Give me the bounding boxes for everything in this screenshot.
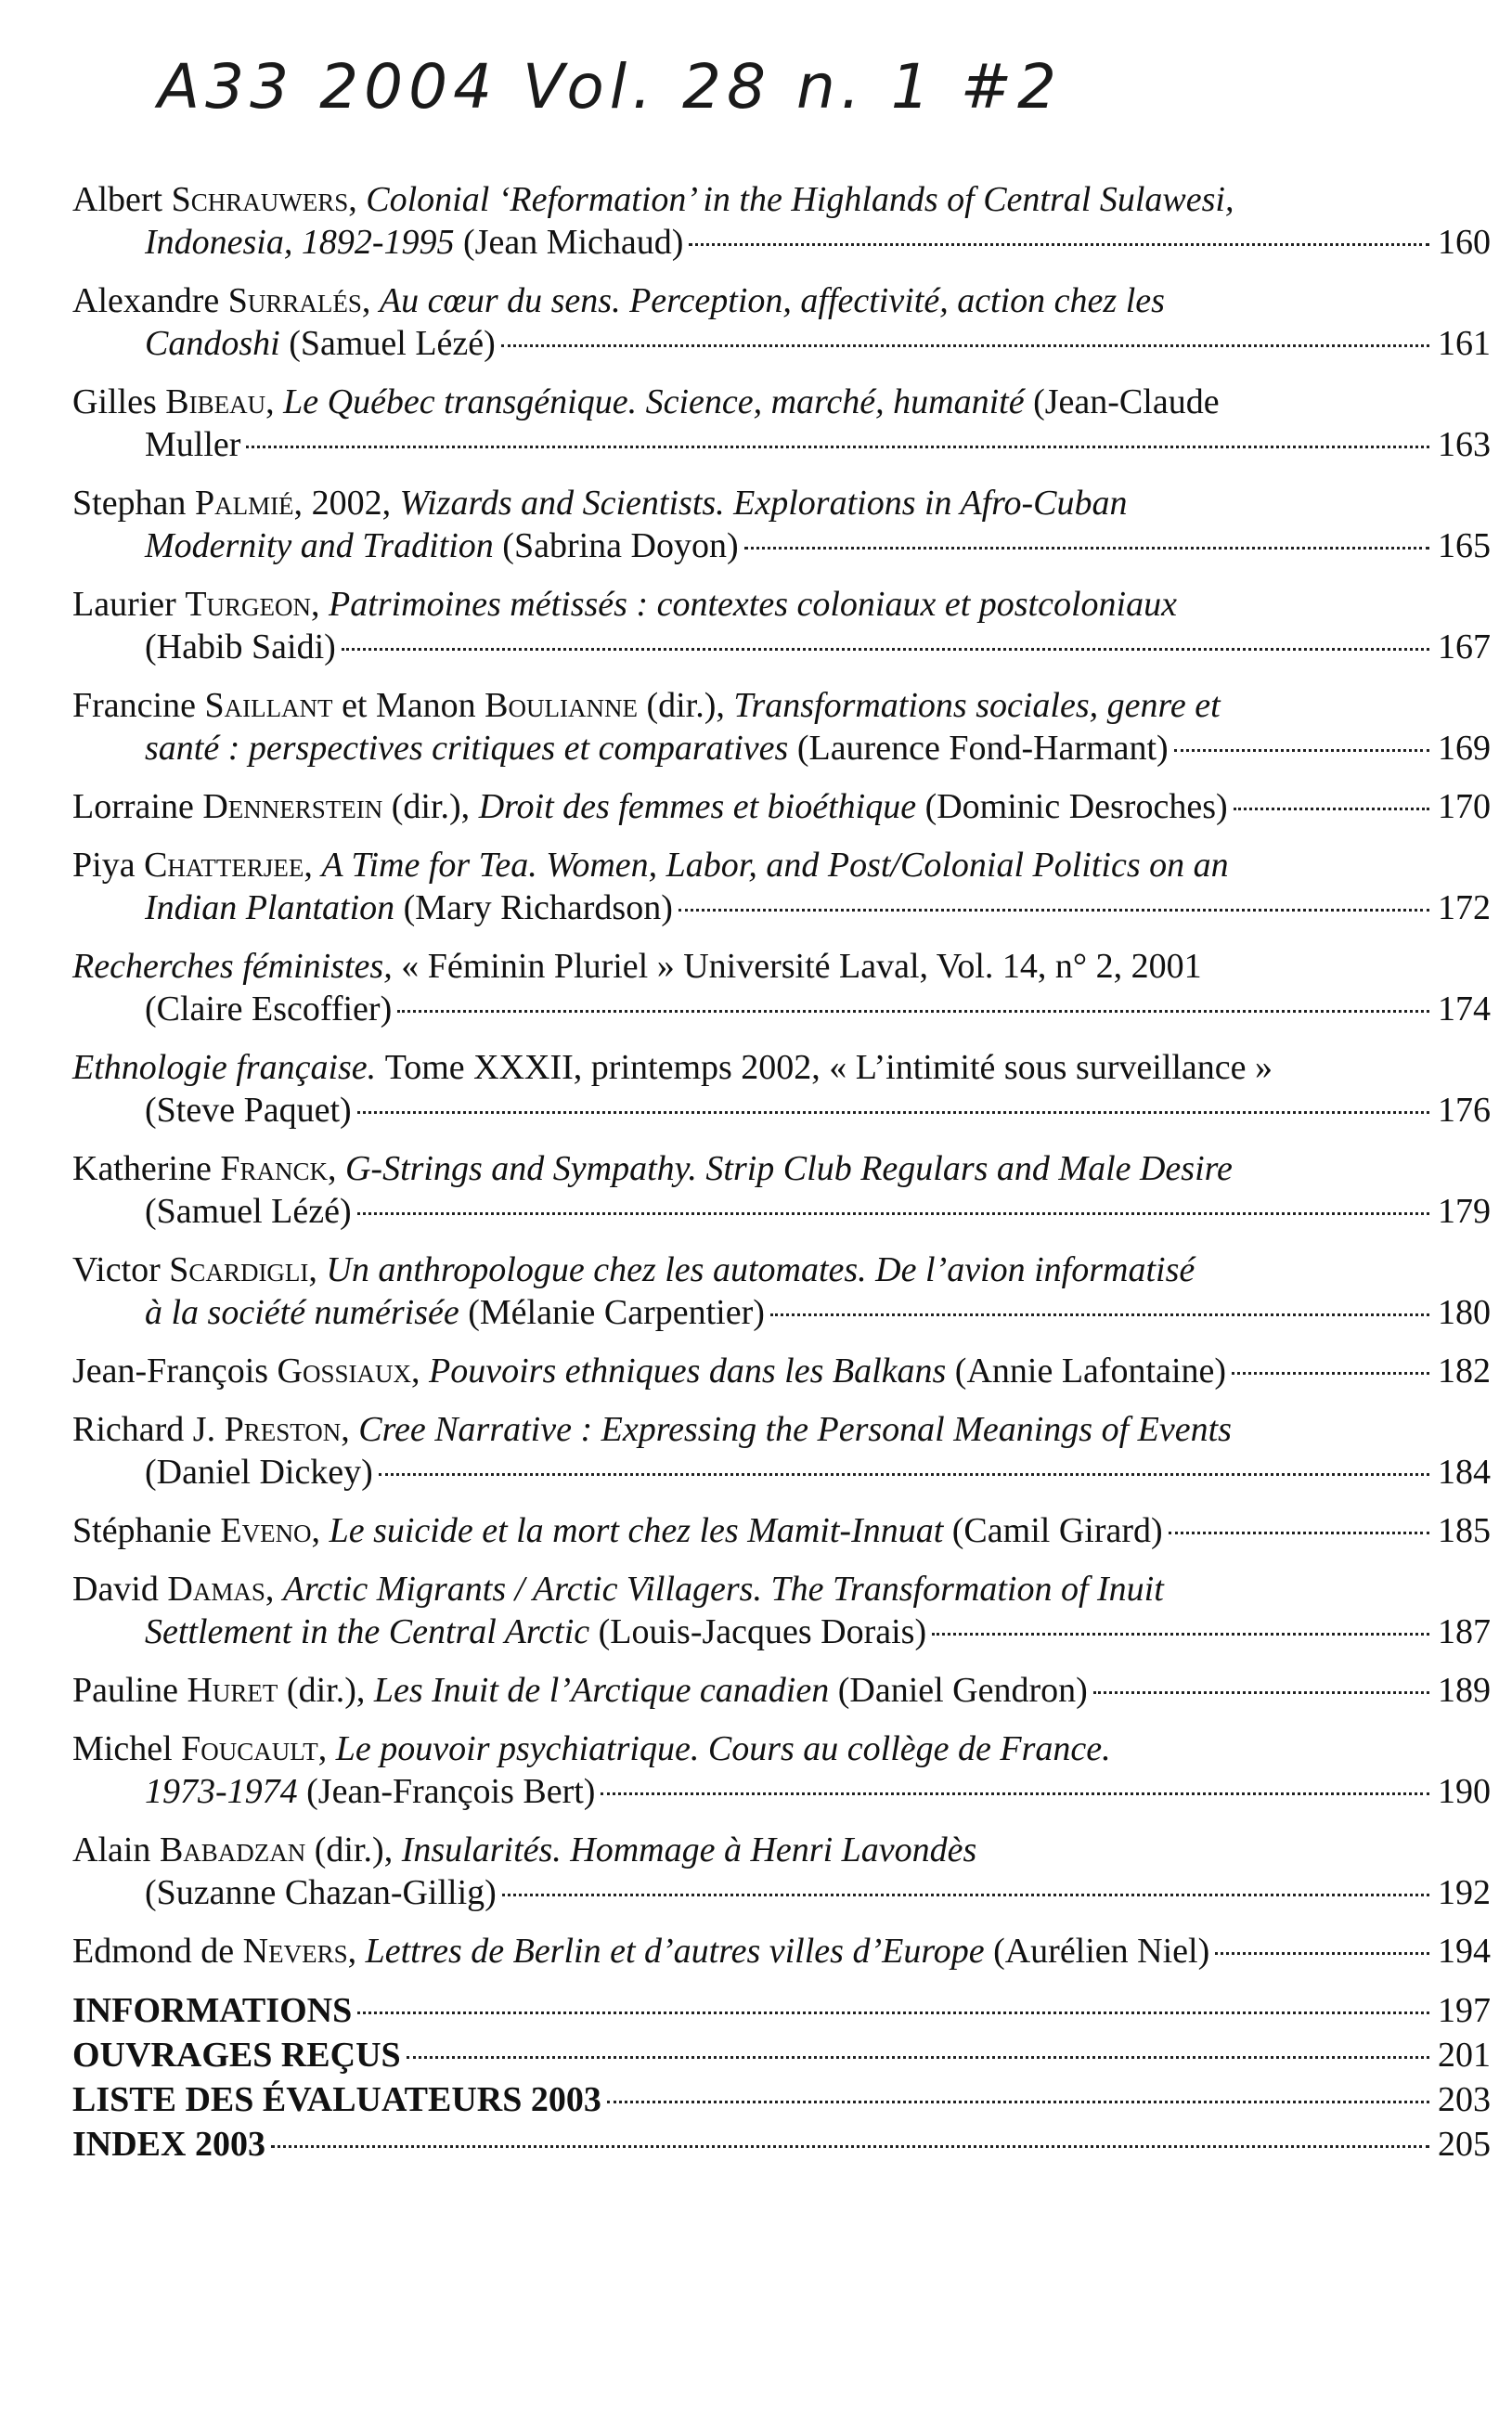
leader-dots — [342, 648, 1429, 651]
entry-author-first: Francine — [72, 686, 196, 725]
entry-reviewer: (Aurélien Niel) — [993, 1932, 1210, 1971]
entry-author-surname: Turgeon, — [185, 585, 320, 624]
toc-entry — [72, 1147, 1491, 1233]
entry-reviewer: (Daniel Dickey) — [145, 1453, 373, 1492]
entry-author-surname: Nevers, — [242, 1932, 357, 1971]
leader-dots — [246, 446, 1429, 448]
entry-author-first: Pauline — [72, 1671, 178, 1710]
toc-entry — [72, 279, 1491, 365]
entry-reviewer: (Mélanie Carpentier) — [468, 1293, 765, 1332]
leader-dots — [1215, 1952, 1429, 1955]
entry-author-surname: Chatterjee, — [144, 846, 313, 885]
leader-dots — [501, 344, 1429, 347]
entry-journal-title: Recherches féministes, — [72, 947, 393, 986]
entry-author-surname: Schrauwers, — [171, 180, 357, 219]
handwritten-annotation: A33 2004 Vol. 28 n. 1 #2 — [158, 51, 1063, 123]
entry-reviewer: (Samuel Lézé) — [145, 1192, 352, 1231]
entry-author-surname: Preston, — [224, 1410, 350, 1449]
entry-page-number: 172 — [1438, 888, 1491, 927]
leader-dots — [357, 1212, 1429, 1215]
entry-author-first: Katherine — [72, 1149, 212, 1188]
entry-title: Le pouvoir psychiatrique. Cours au collège de France. — [335, 1729, 1111, 1768]
toc-entry — [72, 381, 1491, 466]
entry-title: Transformations sociales, genre et — [733, 686, 1221, 725]
entry-page-number: 161 — [1438, 324, 1491, 363]
entry-title: Le Québec transgénique. Science, marché, humanité — [283, 382, 1025, 421]
entry-reviewer: (Mary Richardson) — [403, 888, 673, 927]
entry-author-first: Jean-François — [72, 1352, 269, 1391]
section-label: LISTE DES ÉVALUATEURS 2003 — [72, 2080, 601, 2119]
leader-dots — [502, 1894, 1429, 1896]
leader-dots — [1169, 1532, 1429, 1534]
entry-author-first: Piya — [72, 846, 136, 885]
entry-reviewer: (Daniel Gendron) — [837, 1671, 1088, 1710]
leader-dots — [1174, 749, 1429, 752]
section-label: INDEX 2003 — [72, 2125, 265, 2164]
toc-entry — [72, 945, 1491, 1030]
entry-title: Wizards and Scientists. Explorations in Afro-Cuban — [399, 484, 1128, 523]
entry-editor-mark: (dir.), — [286, 1671, 366, 1710]
entry-author-first: Richard J. — [72, 1410, 216, 1449]
entry-title: Arctic Migrants / Arctic Villagers. The Transformation of Inuit — [282, 1570, 1164, 1609]
section-label: OUVRAGES REÇUS — [72, 2036, 401, 2075]
entry-issue-info: « Féminin Pluriel » Université Laval, Vol. 14, n° 2, 2001 — [401, 947, 1202, 986]
entry-page-number: 160 — [1438, 223, 1491, 262]
entry-page-number: 165 — [1438, 526, 1491, 565]
leader-dots — [379, 1473, 1429, 1476]
entry-title: Colonial ‘Reformation’ in the Highlands of Central Sulawesi, — [366, 180, 1234, 219]
toc-section-evaluateurs — [72, 2077, 1491, 2122]
entry-author-surname: Gossiaux, — [277, 1352, 420, 1391]
toc-entry — [72, 1509, 1491, 1552]
leader-dots — [601, 1792, 1429, 1795]
toc-entry — [72, 1408, 1491, 1494]
entry-author-surname: Franck, — [220, 1149, 337, 1188]
entry-author-surname: Dennerstein — [202, 787, 383, 826]
entry-reviewer: (Annie Lafontaine) — [954, 1352, 1227, 1391]
entry-reviewer: (Jean Michaud) — [463, 223, 684, 262]
entry-title: Patrimoines métissés : contextes coloniaux et postcoloniaux — [329, 585, 1177, 624]
entry-title: Insularités. Hommage à Henri Lavondès — [401, 1830, 977, 1869]
entry-reviewer: (Dominic Desroches) — [924, 787, 1228, 826]
entry-reviewer: (Suzanne Chazan-Gillig) — [145, 1873, 497, 1912]
toc-entry — [72, 482, 1491, 567]
entry-page-number: 185 — [1438, 1511, 1491, 1550]
leader-dots — [397, 1010, 1429, 1013]
leader-dots — [770, 1313, 1429, 1316]
leader-dots — [744, 547, 1429, 550]
entry-reviewer: (Sabrina Doyon) — [502, 526, 739, 565]
entry-author-surname: Foucault, — [181, 1729, 328, 1768]
leader-dots — [357, 2012, 1429, 2014]
section-label: INFORMATIONS — [72, 1991, 353, 2030]
leader-dots — [689, 243, 1429, 246]
entry-author-first: Alain — [72, 1830, 151, 1869]
entry-author-surname: Damas, — [167, 1570, 275, 1609]
entry-page-number: 176 — [1438, 1091, 1491, 1130]
entry-author-first: Gilles — [72, 382, 157, 421]
section-page-number: 197 — [1438, 1991, 1491, 2030]
leader-dots — [407, 2056, 1429, 2059]
entry-title: G-Strings and Sympathy. Strip Club Regulars and Male Desire — [344, 1149, 1233, 1188]
entry-author-first: Laurier — [72, 585, 176, 624]
entry-author-first: Stéphanie — [72, 1511, 212, 1550]
toc-entry — [72, 1727, 1491, 1813]
toc-entry — [72, 1829, 1491, 1914]
entry-title-cont: Candoshi — [145, 324, 280, 363]
entry-title: Les Inuit de l’Arctique canadien — [373, 1671, 830, 1710]
entry-title: Lettres de Berlin et d’autres villes d’Europe — [365, 1932, 985, 1971]
entry-page-number: 179 — [1438, 1192, 1491, 1231]
toc-entry — [72, 1930, 1491, 1973]
entry-author-surname: Huret — [187, 1671, 278, 1710]
entry-page-number: 184 — [1438, 1453, 1491, 1492]
entry-page-number: 194 — [1438, 1932, 1491, 1971]
entry-author-first: David — [72, 1570, 159, 1609]
entry-title: Cree Narrative : Expressing the Personal Meanings of Events — [358, 1410, 1232, 1449]
entry-author-first: Albert — [72, 180, 163, 219]
section-page-number: 201 — [1438, 2036, 1491, 2075]
entry-page-number: 170 — [1438, 787, 1491, 826]
toc-entry — [72, 1046, 1491, 1132]
entry-page-number: 167 — [1438, 627, 1491, 666]
entry-title-cont: 1973-1974 — [145, 1772, 298, 1811]
entry-author-first: Lorraine — [72, 787, 194, 826]
entry-reviewer: (Steve Paquet) — [145, 1091, 352, 1130]
entry-page-number: 182 — [1438, 1352, 1491, 1391]
entry-author-surname: Saillant — [204, 686, 333, 725]
entry-reviewer: (Jean-François Bert) — [306, 1772, 596, 1811]
toc-section-ouvrages-recus — [72, 2033, 1491, 2077]
entry-page-number: 163 — [1438, 425, 1491, 464]
entry-title: A Time for Tea. Women, Labor, and Post/Colonial Politics on an — [321, 846, 1229, 885]
leader-dots — [357, 1111, 1429, 1114]
leader-dots — [932, 1633, 1429, 1636]
table-of-contents — [72, 178, 1491, 2167]
toc-entry — [72, 1350, 1491, 1392]
entry-author-surname: Bibeau, — [165, 382, 275, 421]
toc-section-index — [72, 2122, 1491, 2167]
entry-issue-info: Tome XXXII, printemps 2002, « L’intimité sous surveillance » — [384, 1048, 1273, 1087]
entry-page-number: 180 — [1438, 1293, 1491, 1332]
entry-page-number: 174 — [1438, 990, 1491, 1028]
entry-page-number: 169 — [1438, 729, 1491, 768]
entry-author-surname: Eveno, — [220, 1511, 321, 1550]
section-page-number: 203 — [1438, 2080, 1491, 2119]
entry-title-cont: Indian Plantation — [145, 888, 395, 927]
entry-author2-surname: Boulianne — [485, 686, 638, 725]
entry-author-surname: Scardigli, — [169, 1250, 317, 1289]
entry-author-first: Edmond de — [72, 1932, 235, 1971]
entry-page-number: 189 — [1438, 1671, 1491, 1710]
entry-title: Au cœur du sens. Perception, affectivité, action chez les — [379, 281, 1165, 320]
entry-editor-mark: (dir.), — [391, 787, 471, 826]
entry-editor-mark: (dir.), — [314, 1830, 394, 1869]
entry-reviewer: (Habib Saidi) — [145, 627, 336, 666]
toc-entry — [72, 785, 1491, 828]
entry-title: Le suicide et la mort chez les Mamit-Innuat — [329, 1511, 944, 1550]
toc-entry — [72, 1669, 1491, 1712]
leader-dots — [271, 2145, 1429, 2148]
entry-title-cont: santé : perspectives critiques et comparatives — [145, 729, 789, 768]
entry-reviewer: (Laurence Fond-Harmant) — [796, 729, 1169, 768]
section-page-number: 205 — [1438, 2125, 1491, 2164]
leader-dots — [1232, 1372, 1429, 1375]
entry-author-first: Victor — [72, 1250, 161, 1289]
entry-reviewer: (Camil Girard) — [951, 1511, 1163, 1550]
leader-dots — [1093, 1691, 1429, 1694]
toc-section-informations — [72, 1988, 1491, 2033]
entry-title: Droit des femmes et bioéthique — [478, 787, 917, 826]
entry-title: Un anthropologue chez les automates. De l’avion informatisé — [326, 1250, 1195, 1289]
entry-author-surname: Surralés, — [227, 281, 371, 320]
entry-year: 2002, — [311, 484, 392, 523]
entry-page-number: 187 — [1438, 1612, 1491, 1651]
toc-entry — [72, 684, 1491, 770]
entry-author-first: Alexandre — [72, 281, 220, 320]
entry-page-number: 192 — [1438, 1873, 1491, 1912]
entry-connector: et Manon — [342, 686, 476, 725]
entry-reviewer: (Samuel Lézé) — [289, 324, 496, 363]
entry-reviewer: (Jean-Claude — [1033, 382, 1220, 421]
entry-journal-title: Ethnologie française. — [72, 1048, 377, 1087]
toc-entry — [72, 1248, 1491, 1334]
entry-reviewer: (Louis-Jacques Dorais) — [598, 1612, 927, 1651]
entry-editor-mark: (dir.), — [646, 686, 725, 725]
leader-dots — [607, 2101, 1429, 2103]
entry-author-first: Michel — [72, 1729, 173, 1768]
leader-dots — [678, 909, 1429, 912]
entry-reviewer: (Claire Escoffier) — [145, 990, 393, 1028]
entry-author-first: Stephan — [72, 484, 187, 523]
toc-entry — [72, 844, 1491, 929]
toc-entry — [72, 1568, 1491, 1653]
entry-author-surname: Babadzan — [159, 1830, 306, 1869]
entry-author-surname: Palmié, — [194, 484, 304, 523]
entry-title-cont: Settlement in the Central Arctic — [145, 1612, 590, 1651]
entry-title-cont: Modernity and Tradition — [145, 526, 494, 565]
leader-dots — [1234, 808, 1429, 810]
toc-entry — [72, 178, 1491, 264]
toc-entry — [72, 583, 1491, 668]
entry-title-cont: Indonesia, 1892-1995 — [145, 223, 455, 262]
entry-title-cont: à la société numérisée — [145, 1293, 459, 1332]
entry-reviewer-cont: Muller — [145, 425, 241, 464]
entry-title: Pouvoirs ethniques dans les Balkans — [429, 1352, 947, 1391]
entry-page-number: 190 — [1438, 1772, 1491, 1811]
